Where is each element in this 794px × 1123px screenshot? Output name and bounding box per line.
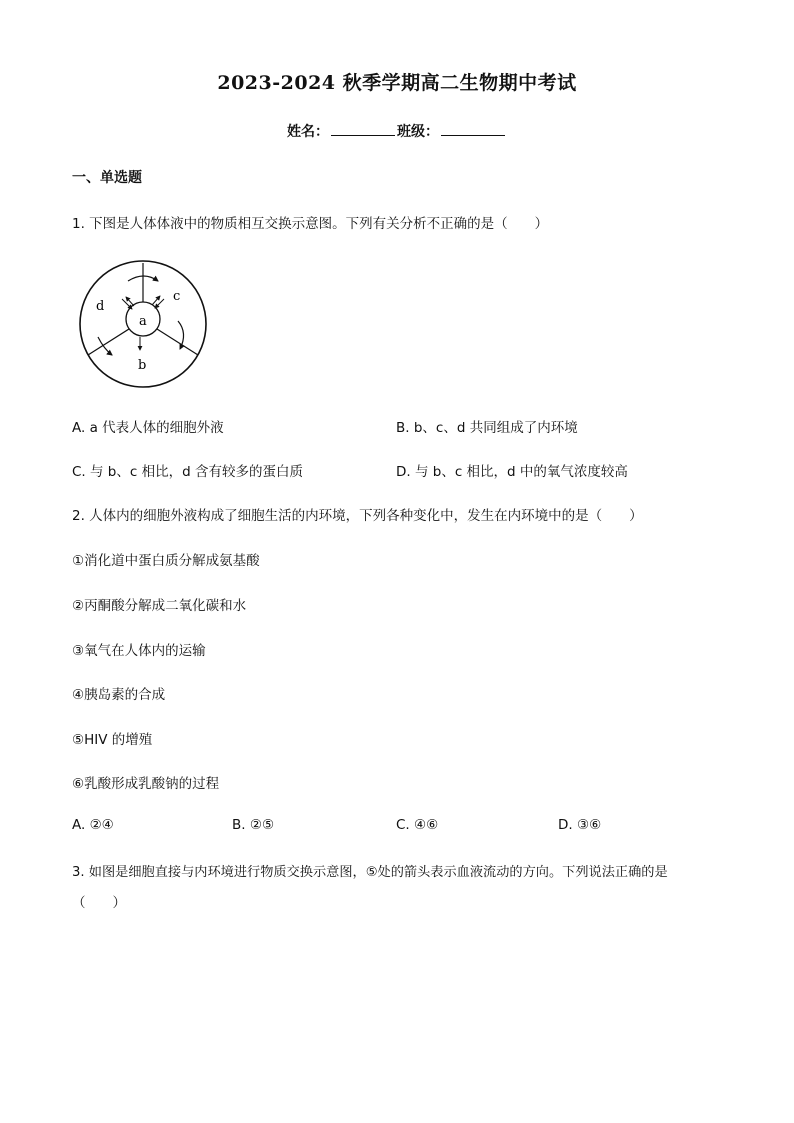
label-b: b [138,358,147,373]
label-c: c [173,289,181,304]
q2-item-6: ⑥乳酸形成乳酸钠的过程 [72,776,220,792]
student-info-line [0,121,794,141]
q1-stem: 1. 下图是人体体液中的物质相互交换示意图。下列有关分析不正确的是（ ） [72,216,549,232]
class-blank[interactable] [441,123,505,136]
page-title: 2023-2024 秋季学期高二生物期中考试 [217,72,577,94]
label-a: a [139,314,147,329]
class-label: 班级： [397,124,439,140]
q2-item-4: ④胰岛素的合成 [72,687,166,703]
q2-item-5: ⑤HIV 的增殖 [72,732,153,748]
arrow-d-to-a [122,299,132,309]
section-heading: 一、单选题 [72,170,142,186]
q2-item-2: ②丙酮酸分解成二氧化碳和水 [72,598,247,614]
name-blank[interactable] [331,123,395,136]
q1-option-b[interactable]: B. b、c、d 共同组成了内环境 [396,420,578,436]
q1-option-c[interactable]: C. 与 b、c 相比，d 含有较多的蛋白质 [72,464,303,480]
q2-stem: 2. 人体内的细胞外液构成了细胞生活的内环境，下列各种变化中，发生在内环境中的是（ ） [72,508,643,524]
q3-stem-line2: （ ） [72,895,126,911]
label-d: d [96,299,105,314]
body-fluid-exchange-diagram [76,257,210,391]
q2-option-a[interactable]: A. ②④ [72,817,114,833]
q3-stem-line1: 3. 如图是细胞直接与内环境进行物质交换示意图，⑤处的箭头表示血液流动的方向。下列说法正确的是 [72,865,668,880]
divider-left [88,329,129,355]
q1-option-d[interactable]: D. 与 b、c 相比，d 中的氧气浓度较高 [396,464,628,480]
q2-item-3: ③氧气在人体内的运输 [72,643,206,659]
name-label: 姓名： [287,124,329,140]
arrow-left-curve [98,337,112,355]
divider-right [157,329,198,355]
q1-option-a[interactable]: A. a 代表人体的细胞外液 [72,420,224,436]
q2-option-b[interactable]: B. ②⑤ [232,817,275,833]
q2-option-d[interactable]: D. ③⑥ [558,817,602,833]
q2-option-c[interactable]: C. ④⑥ [396,817,439,833]
q2-item-1: ①消化道中蛋白质分解成氨基酸 [72,553,260,569]
